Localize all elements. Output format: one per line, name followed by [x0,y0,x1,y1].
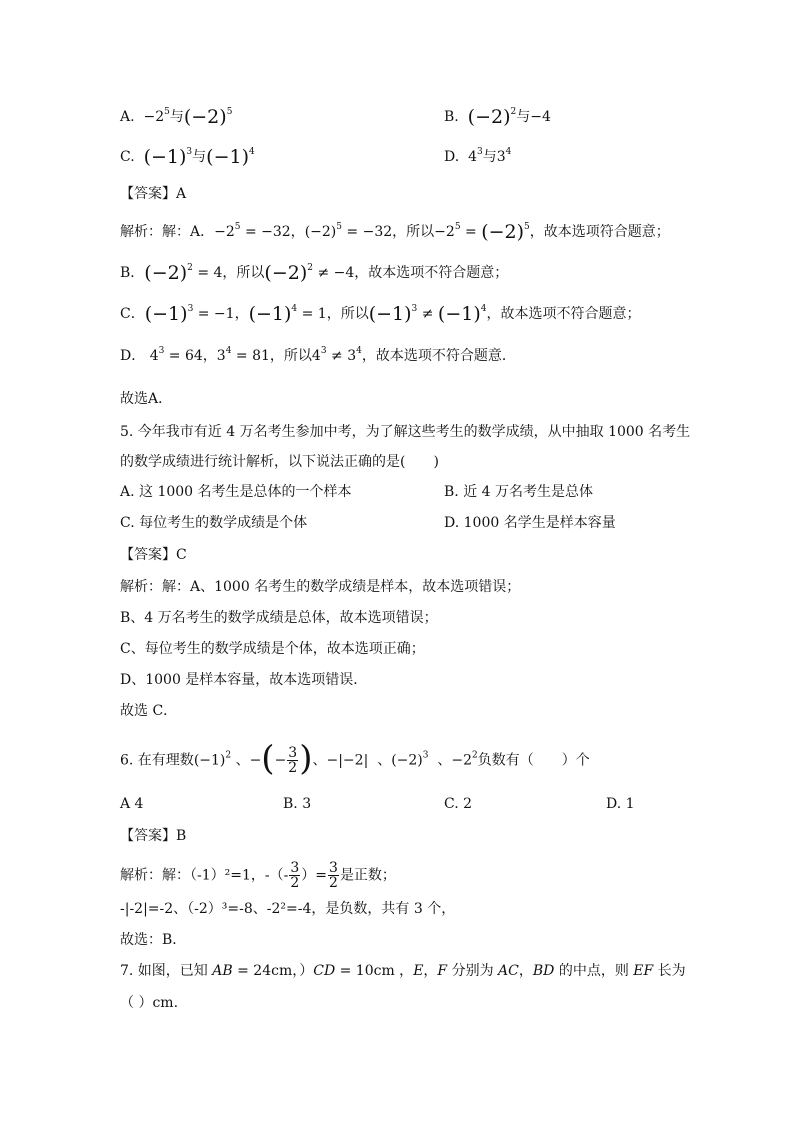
q6-option-b: B. 3 [283,796,312,812]
q5-option-a: A. 这 1000 名考生是总体的一个样本 [120,484,352,500]
q4-option-c: C. $(-1)^3$与$(-1)^4$ [120,146,255,168]
q5-option-d: D. 1000 名学生是样本容量 [444,515,616,531]
q4-conclusion: 故选A． [120,391,173,407]
q5-solution-line-2: B、4 万名考生的数学成绩是总体，故本选项错误； [120,610,438,626]
q6-option-c: C. 2 [444,796,473,812]
q6-solution-line-1: 解析：解：（-1）²=1，-（- $\frac{3}{2}$ ）= $\frac{3}{2}$ 是正数； [120,860,396,891]
q6-option-a: A 4 [120,796,144,812]
q5-option-b: B. 近 4 万名考生是总体 [444,484,593,500]
q5-stem-line-1: 5. 今年我市有近 4 万名考生参加中考，为了解这些考生的数学成绩，从中抽取 1000 名考生 [120,424,691,440]
q5-solution-line-1: 解析：解：A、1000 名考生的数学成绩是样本，故本选项错误； [120,579,521,595]
q6-solution-line-2: -|-2|=-2、（-2）³=-8、-2²=-4，是负数，共有 3 个， [120,901,456,917]
q5-solution-line-3: C、每位考生的数学成绩是个体，故本选项正确； [120,641,425,657]
q4-option-b: B. $(-2)^2$与−4 [444,106,551,128]
q6-stem: 6. 在有理数$(-1)^2$ 、−(− $\frac{3}{2}$ )、−|−2| 、$(-2)^3$ 、$-2^2$负数有（ ）个 [120,738,590,779]
q7-stem-line-2: （ ）cm. [120,995,179,1011]
q5-solution-line-4: D、1000 是样本容量，故本选项错误． [120,672,368,688]
q4-solution-line-2: B．$(-2)^2 = 4$，所以$(-2)^2 \ne -4$，故本选项不符合题意； [120,262,509,284]
q4-option-a: A. $-2^5$与$(-2)^5$ [120,106,233,128]
q6-answer-tag: 【答案】B [120,828,187,844]
q4-answer-tag: 【答案】A [120,186,187,202]
q6-conclusion: 故选：B． [120,932,187,948]
q4-option-d: D. $4^3$与$3^4$ [444,147,512,165]
q7-stem-line-1: 7. 如图，已知 AB = 24cm，）CD = 10cm ，E，F 分别为 AC，BD 的中点，则 EF 长为 [120,963,686,979]
q4-solution-line-1: 解析：解：A．$-2^5 = -32$，$(-2)^5 = -32$，所以$-2^5 = (-2)^5$，故本选项符合题意； [120,221,670,243]
q5-answer-tag: 【答案】C [120,547,187,563]
q6-option-d: D. 1 [606,796,635,812]
q5-conclusion: 故选 C． [120,703,178,719]
q4-solution-line-4: D． $4^3 = 64$，$3^4 = 81$，所以$4^3 \ne 3^4$，故本选项不符合题意． [120,346,516,364]
q5-stem-line-2: 的数学成绩进行统计解析，以下说法正确的是( ) [120,454,439,470]
q4-solution-line-3: C．$(-1)^3 = -1$，$(-1)^4 = 1$，所以$(-1)^3 \ne (-1)^4$，故本选项不符合题意； [120,303,641,325]
q5-option-c: C. 每位考生的数学成绩是个体 [120,515,308,531]
